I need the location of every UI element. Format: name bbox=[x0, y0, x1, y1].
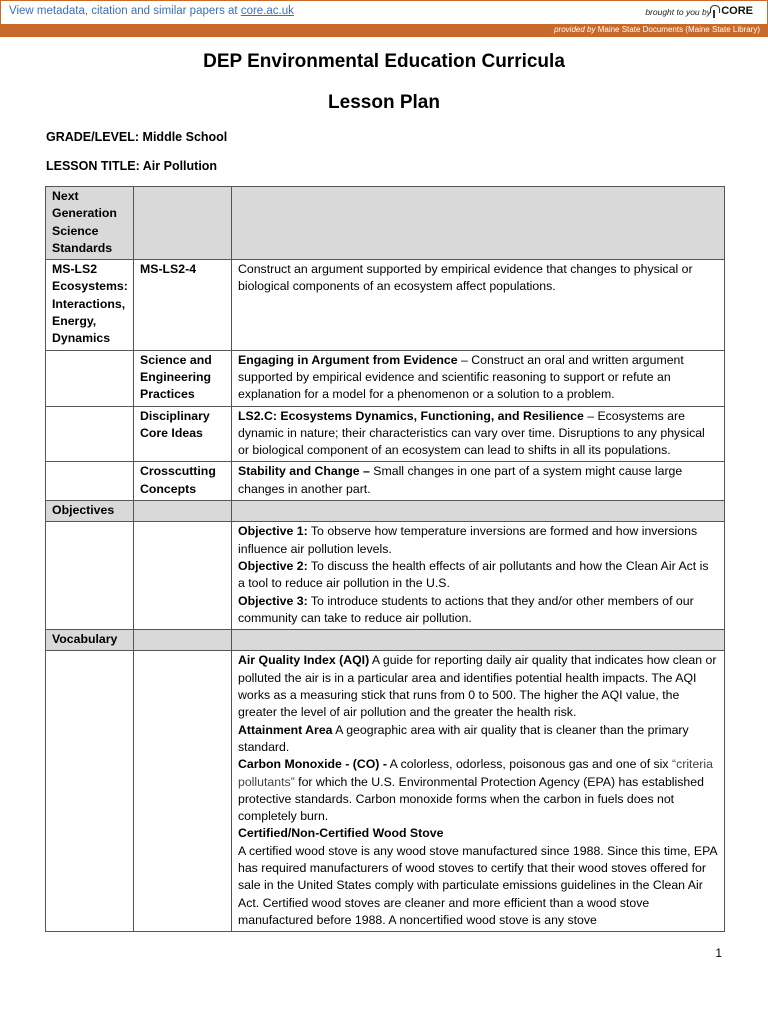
document-title: DEP Environmental Education Curricula bbox=[203, 51, 565, 72]
objective-item bbox=[238, 593, 718, 628]
empty-cell bbox=[134, 501, 232, 522]
objective-item bbox=[238, 523, 718, 558]
core-ideas-cell bbox=[232, 406, 725, 462]
empty-cell bbox=[46, 462, 134, 501]
vocab-term: Attainment Area bbox=[238, 722, 333, 737]
objective-label: Objective 3: bbox=[238, 593, 308, 608]
core-logo-text: CORE bbox=[721, 5, 753, 17]
objective-item bbox=[238, 558, 718, 593]
crosscutting-label: Crosscutting Concepts bbox=[134, 462, 232, 501]
vocab-carbon-monoxide bbox=[238, 756, 718, 825]
vocab-definition: A geographic area with air quality that is cleaner than the primary standard. bbox=[238, 722, 689, 754]
objective-text: To discuss the health effects of air pollutants and how the Clean Air Act is a tool to reduce air pollution in the U.S. bbox=[238, 558, 709, 591]
empty-cell bbox=[46, 522, 134, 630]
practices-label: Science and Engineering Practices bbox=[134, 350, 232, 406]
practices-row bbox=[46, 350, 725, 406]
empty-cell bbox=[134, 651, 232, 932]
empty-cell bbox=[46, 350, 134, 406]
document-subtitle: Lesson Plan bbox=[328, 92, 440, 113]
grade-label: GRADE/LEVEL: bbox=[46, 130, 140, 144]
objectives-cell bbox=[232, 522, 725, 630]
crosscutting-row bbox=[46, 462, 725, 501]
core-logo[interactable] bbox=[709, 4, 753, 18]
grade-value: Middle School bbox=[142, 130, 228, 144]
core-ideas-row bbox=[46, 406, 725, 462]
vocab-wood-stove-term: Certified/Non-Certified Wood Stove bbox=[238, 826, 444, 841]
page-number: 1 bbox=[715, 946, 722, 960]
core-banner bbox=[0, 0, 768, 24]
crosscutting-text: Small changes in one part of a system might cause large changes in another part. bbox=[238, 464, 683, 496]
core-ideas-text: – Ecosystems are dynamic in nature; their characteristics can vary over time. Disruptions to any physical or biological component of an ecosystem can lead to shifts in all its populations. bbox=[238, 408, 705, 458]
grade-level-line bbox=[46, 130, 227, 144]
vocab-term: Carbon Monoxide - (CO) - bbox=[238, 757, 387, 772]
provided-source[interactable]: Maine State Documents (Maine State Library) bbox=[597, 25, 760, 34]
objective-label: Objective 2: bbox=[238, 558, 308, 573]
vocab-definition: A guide for reporting daily air quality that indicates how clean or polluted the air is in a particular area and identifies potential health impacts. The AQI works as a measuring stick that runs from 0 to 500. The higher the AQI value, the greater the level of air pollution and the greater the health risk. bbox=[238, 653, 717, 720]
core-ideas-label: Disciplinary Core Ideas bbox=[134, 406, 232, 462]
vocab-wood-stove-definition: A certified wood stove is any wood stove manufactured since 1988. Since this time, EPA has required manufacturers of wood stoves to certify that their wood stoves offered for sale in the United States comply with particulate emissions guidelines in the Clean Air Act. Certified wood stoves are cleaner and more efficient than a wood stove manufactured before 1988. A noncertified wood stove is any stove bbox=[238, 843, 717, 927]
lesson-title-line bbox=[46, 159, 217, 173]
objective-text: To observe how temperature inversions are formed and how inversions influence air pollution levels. bbox=[238, 524, 698, 556]
empty-cell bbox=[134, 630, 232, 651]
empty-cell bbox=[46, 651, 134, 932]
core-link-text[interactable]: core.ac.uk bbox=[240, 5, 294, 17]
core-link-prefix: View metadata, citation and similar papers at bbox=[9, 5, 241, 17]
crosscutting-cell bbox=[232, 462, 725, 501]
vocabulary-header-row bbox=[46, 630, 725, 651]
vocab-aqi bbox=[238, 652, 718, 721]
provided-label: provided by bbox=[554, 25, 596, 34]
objective-text: To introduce students to actions that they and/or other members of our community can take to reduce air pollution. bbox=[238, 593, 694, 625]
lesson-title-value: Air Pollution bbox=[142, 159, 218, 173]
ngss-header-cell: Next Generation Science Standards bbox=[46, 187, 134, 260]
empty-cell bbox=[232, 501, 725, 522]
objectives-row bbox=[46, 522, 725, 630]
ngss-header-row bbox=[46, 187, 725, 260]
empty-cell bbox=[134, 522, 232, 630]
provided-text bbox=[554, 25, 760, 34]
provided-bar bbox=[0, 24, 768, 37]
crosscutting-title: Stability and Change – bbox=[238, 464, 370, 479]
standard-text: Construct an argument supported by empirical evidence that changes to physical or biological components of an ecosystem affect populations. bbox=[232, 260, 725, 350]
empty-cell bbox=[46, 406, 134, 462]
standard-row bbox=[46, 260, 725, 350]
empty-cell bbox=[232, 187, 725, 260]
lesson-title-label: LESSON TITLE: bbox=[46, 159, 140, 173]
core-logo-icon bbox=[709, 4, 719, 18]
vocab-attainment bbox=[238, 722, 718, 757]
practices-text: – Construct an oral and written argument supported by empirical evidence and scientific reasoning to support or refute an explanation for a model for a phenomenon or a solution to a problem. bbox=[238, 352, 684, 402]
vocab-definition: for which the U.S. Environmental Protection Agency (EPA) has established protective standards. Carbon monoxide forms when the carbon in fuels does not completely burn. bbox=[238, 774, 704, 824]
objectives-header-row bbox=[46, 501, 725, 522]
core-metadata-link[interactable] bbox=[9, 5, 294, 17]
empty-cell bbox=[232, 630, 725, 651]
lesson-table bbox=[45, 186, 725, 932]
standard-topic: MS-LS2 Ecosystems: Interactions, Energy, Dynamics bbox=[46, 260, 134, 350]
vocab-definition: A colorless, odorless, poisonous gas and one of six bbox=[386, 757, 672, 772]
objectives-header: Objectives bbox=[46, 501, 134, 522]
objective-label: Objective 1: bbox=[238, 524, 308, 539]
vocab-quote: “criteria pollutants” bbox=[238, 757, 713, 789]
vocabulary-header: Vocabulary bbox=[46, 630, 134, 651]
vocab-term: Air Quality Index (AQI) bbox=[238, 653, 370, 668]
core-ideas-title: LS2.C: Ecosystems Dynamics, Functioning, and Resilience bbox=[238, 408, 584, 423]
standard-code: MS-LS2-4 bbox=[134, 260, 232, 350]
practices-title: Engaging in Argument from Evidence bbox=[238, 352, 458, 367]
vocabulary-cell bbox=[232, 651, 725, 932]
empty-cell bbox=[134, 187, 232, 260]
practices-cell bbox=[232, 350, 725, 406]
core-brought-text: brought to you by bbox=[645, 7, 711, 17]
vocabulary-row bbox=[46, 651, 725, 932]
